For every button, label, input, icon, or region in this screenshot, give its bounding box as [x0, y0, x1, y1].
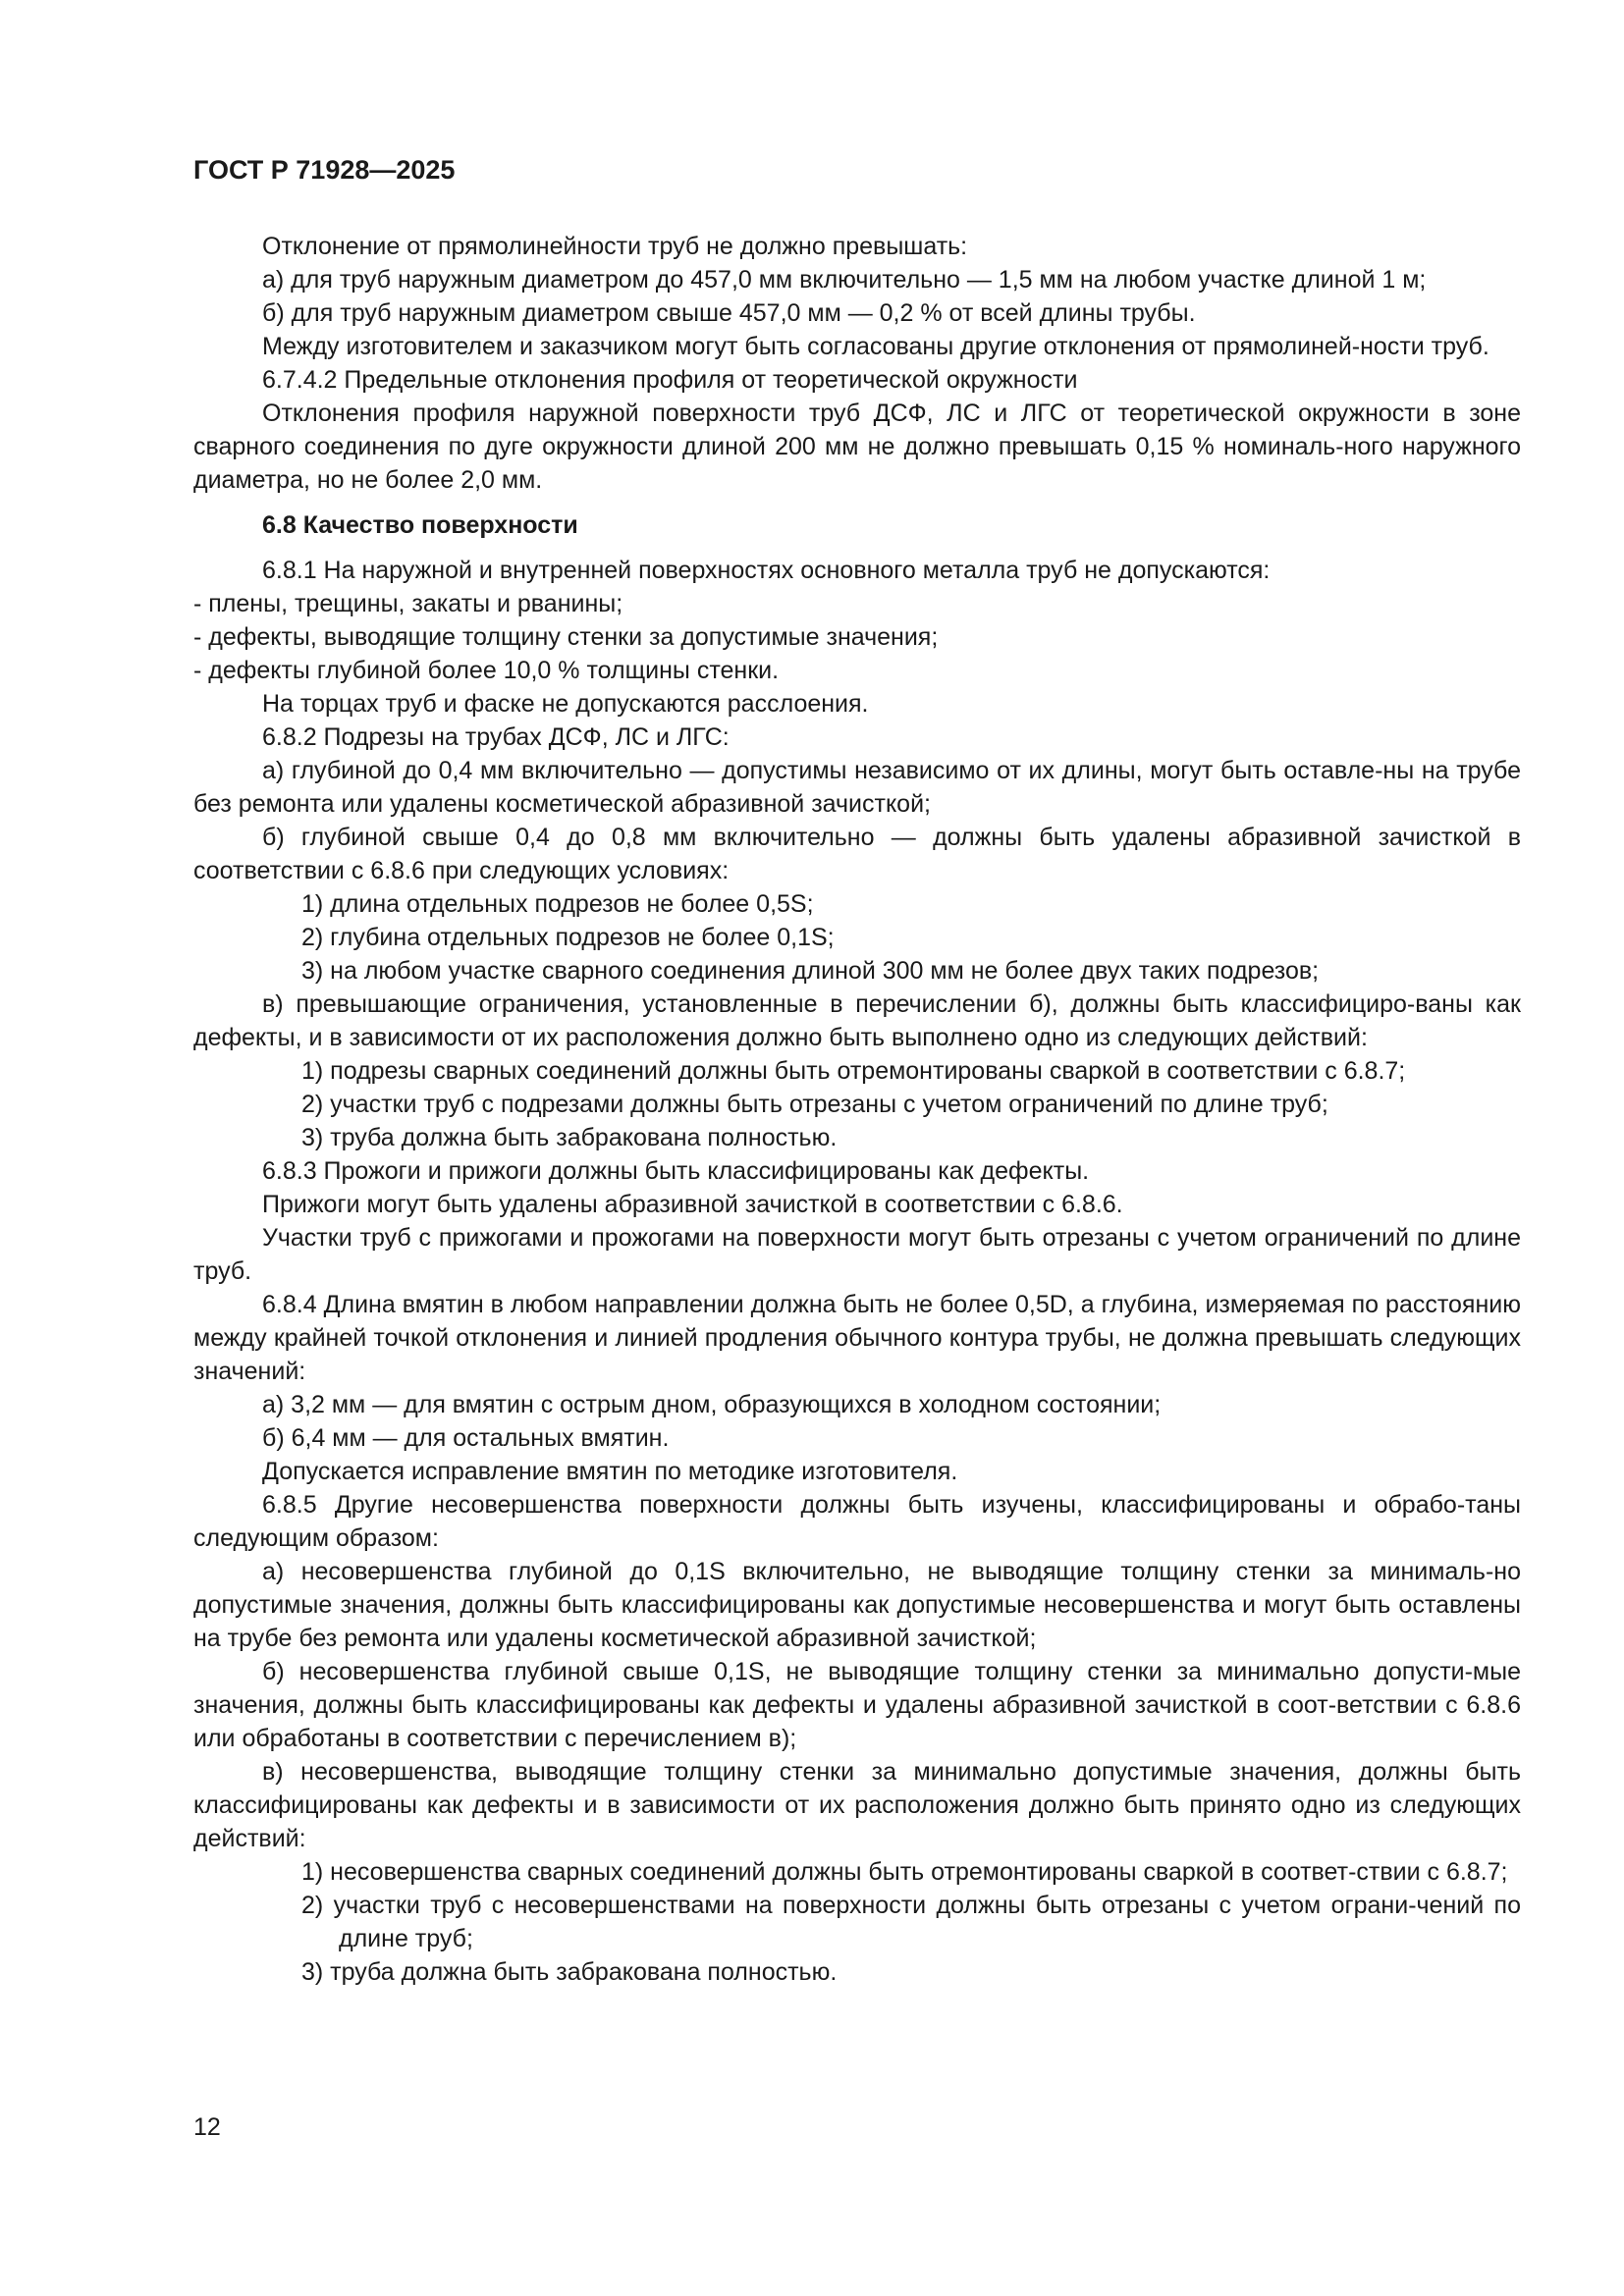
list-item: - дефекты глубиной более 10,0 % толщины стенки. [193, 657, 780, 684]
list-item: а) глубиной до 0,4 мм включительно — допустимы независимо от их длины, могут быть оставле-ны на трубе без ремонта или удалены косметической абразивной зачисткой; [193, 757, 1521, 818]
sublist-item: 2) участки труб с несовершенствами на поверхности должны быть отрезаны с учетом ограни-чений по длине труб; [301, 1892, 1521, 1952]
sublist-item: 1) несовершенства сварных соединений должны быть отремонтированы сваркой в соответ-ствии с 6.8.7; [301, 1858, 1508, 1886]
list-item: - плены, трещины, закаты и рванины; [193, 590, 623, 617]
page-number: 12 [193, 2113, 221, 2141]
sublist-item: 2) участки труб с подрезами должны быть отрезаны с учетом ограничений по длине труб; [301, 1091, 1328, 1118]
list-item: б) несовершенства глубиной свыше 0,1S, не выводящие толщину стенки за минимально допусти-мые значения, должны быть классифицированы как дефекты и удалены абразивной зачисткой в соот-ветствии с 6.8.6 или обработаны в соответствии с перечислением в); [193, 1658, 1521, 1752]
paragraph: 6.8.4 Длина вмятин в любом направлении должна быть не более 0,5D, а глубина, измеряемая по расстоянию между крайней точкой отклонения и линией продления обычного контура трубы, не должна превышать следующих значений: [193, 1291, 1521, 1385]
sublist-item: 1) подрезы сварных соединений должны быть отремонтированы сваркой в соответствии с 6.8.7; [301, 1057, 1406, 1085]
paragraph: Отклонения профиля наружной поверхности труб ДСФ, ЛС и ЛГС от теоретической окружности в зоне сварного соединения по дуге окружности длиной 200 мм не должно превышать 0,15 % номиналь-ного наружного диаметра, но не более 2,0 мм. [193, 400, 1521, 494]
list-item: а) несовершенства глубиной до 0,1S включительно, не выводящие толщину стенки за минималь-но допустимые значения, должны быть классифицированы как допустимые несовершенства и могут быть оставлены на трубе без ремонта или удалены косметической абразивной зачисткой; [193, 1558, 1521, 1652]
sublist-item: 3) на любом участке сварного соединения длиной 300 мм не более двух таких подрезов; [301, 957, 1320, 985]
document-header: ГОСТ Р 71928—2025 [193, 155, 456, 185]
paragraph: 6.8.5 Другие несовершенства поверхности должны быть изучены, классифицированы и обрабо-таны следующим образом: [193, 1491, 1521, 1552]
sublist-item: 2) глубина отдельных подрезов не более 0,1S; [301, 924, 835, 951]
list-item: а) 3,2 мм — для вмятин с острым дном, образующихся в холодном состоянии; [262, 1391, 1162, 1418]
section-heading: 6.8 Качество поверхности [262, 511, 578, 539]
sublist-item: 3) труба должна быть забракована полностью. [301, 1958, 838, 1986]
paragraph: Между изготовителем и заказчиком могут быть согласованы другие отклонения от прямолиней-ности труб. [262, 333, 1489, 360]
list-item: - дефекты, выводящие толщину стенки за допустимые значения; [193, 623, 939, 651]
paragraph: Отклонение от прямолинейности труб не должно превышать: [262, 233, 968, 260]
document-body [193, 230, 1521, 1989]
paragraph: Прижоги могут быть удалены абразивной зачисткой в соответствии с 6.8.6. [262, 1191, 1123, 1218]
list-item: в) превышающие ограничения, установленные в перечислении б), должны быть классифициро-ваны как дефекты, и в зависимости от их расположения должно быть выполнено одно из следующих действий: [193, 990, 1521, 1051]
paragraph: 6.8.3 Прожоги и прижоги должны быть классифицированы как дефекты. [262, 1157, 1090, 1185]
list-item: б) 6,4 мм — для остальных вмятин. [262, 1424, 670, 1452]
list-item: в) несовершенства, выводящие толщину стенки за минимально допустимые значения, должны быть классифицированы как дефекты и в зависимости от их расположения должно быть принято одно из следующих действий: [193, 1758, 1521, 1852]
sublist-item: 1) длина отдельных подрезов не более 0,5S; [301, 890, 814, 918]
paragraph: На торцах труб и фаске не допускаются расслоения. [262, 690, 869, 718]
list-item: а) для труб наружным диаметром до 457,0 мм включительно — 1,5 мм на любом участке длиной 1 м; [262, 266, 1427, 294]
list-item: б) глубиной свыше 0,4 до 0,8 мм включительно — должны быть удалены абразивной зачисткой в соответствии с 6.8.6 при следующих условиях: [193, 824, 1521, 884]
paragraph: 6.8.2 Подрезы на трубах ДСФ, ЛС и ЛГС: [262, 723, 730, 751]
paragraph: Участки труб с прижогами и прожогами на поверхности могут быть отрезаны с учетом ограничений по длине труб. [193, 1224, 1521, 1285]
paragraph: Допускается исправление вмятин по методике изготовителя. [262, 1458, 958, 1485]
clause-title: 6.7.4.2 Предельные отклонения профиля от теоретической окружности [262, 366, 1078, 394]
list-item: б) для труб наружным диаметром свыше 457,0 мм — 0,2 % от всей длины трубы. [262, 299, 1196, 327]
sublist-item: 3) труба должна быть забракована полностью. [301, 1124, 838, 1151]
paragraph: 6.8.1 На наружной и внутренней поверхностях основного металла труб не допускаются: [262, 557, 1271, 584]
